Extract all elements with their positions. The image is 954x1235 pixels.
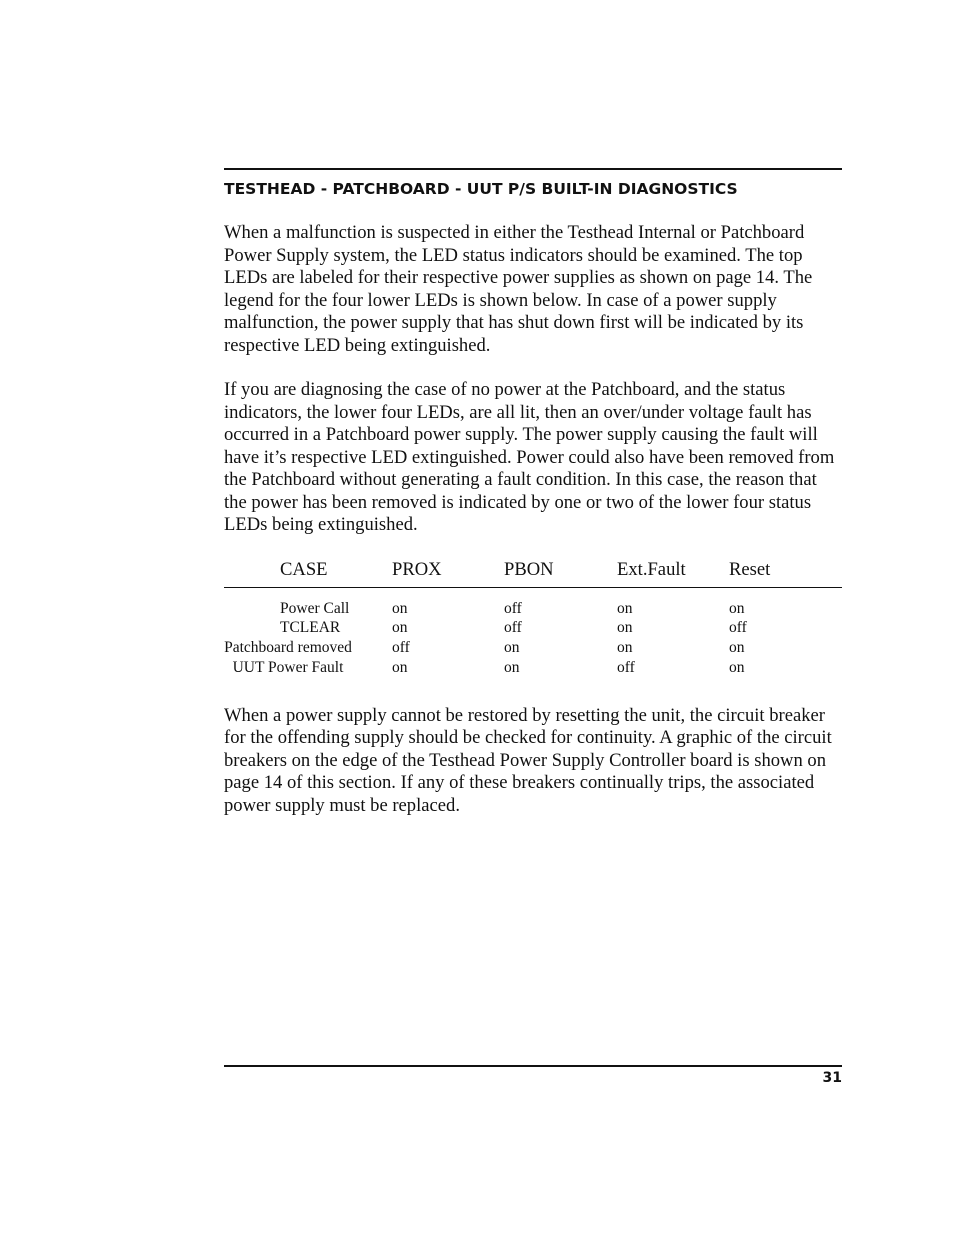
header-pbon: PBON <box>504 558 554 580</box>
table-header-rule <box>224 587 842 588</box>
cell-ext-fault: on <box>617 639 633 657</box>
page-number: 31 <box>822 1070 842 1086</box>
header-case: CASE <box>280 558 328 580</box>
header-prox: PROX <box>392 558 442 580</box>
header-reset: Reset <box>729 558 771 580</box>
cell-pbon: off <box>504 619 522 637</box>
table-body <box>224 600 842 679</box>
cell-prox: on <box>392 658 408 676</box>
cell-pbon: off <box>504 599 522 617</box>
paragraph-led-indicators: When a malfunction is suspected in either the Testhead Internal or Patchboard Power Supply system, the LED status indicators should be examined. The top LEDs are labeled for their respective power supplies as shown on page 14. The legend for the four lower LEDs is shown below. In case of a power supply malfunction, the power supply that has shut down first will be indicated by its respective LED being extinguished. <box>224 222 813 356</box>
paragraph-circuit-breaker: When a power supply cannot be restored by resetting the unit, the circuit breaker for the offending supply should be checked for continuity. A graphic of the circuit breakers on the edge of the Testhead Power Supply Controller board is shown on page 14 of this section. If any of these breakers continually trips, the associated power supply must be replaced. <box>224 704 832 816</box>
table-row <box>224 639 842 659</box>
cell-pbon: on <box>504 658 520 676</box>
table-row <box>224 600 842 620</box>
cell-case: UUT Power Fault <box>232 658 344 676</box>
paragraph-no-power-diagnosis: If you are diagnosing the case of no power at the Patchboard, and the status indicators, the lower four LEDs, are all lit, then an over/under voltage fault has occurred in a Patchboard power supply. The power supply causing the fault will have it’s respective LED extinguished. Power could also have been removed from the Patchboard without generating a fault condition. In this case, the reason that the power has been removed is indicated by one or two of the lower four status LEDs being extinguished. <box>224 379 835 535</box>
table-row <box>224 659 842 679</box>
cell-prox: on <box>392 619 408 637</box>
page-content <box>224 168 842 817</box>
cell-reset: on <box>729 658 745 676</box>
cell-reset: on <box>729 639 745 657</box>
cell-reset: off <box>729 619 747 637</box>
led-status-table <box>224 557 842 679</box>
cell-pbon: on <box>504 639 520 657</box>
cell-reset: on <box>729 599 745 617</box>
cell-prox: off <box>392 639 410 657</box>
cell-ext-fault: on <box>617 619 633 637</box>
cell-ext-fault: on <box>617 599 633 617</box>
cell-case: TCLEAR <box>280 619 341 637</box>
top-rule <box>224 168 842 170</box>
header-ext-fault: Ext.Fault <box>617 558 686 580</box>
bottom-rule <box>224 1065 842 1067</box>
table-row <box>224 619 842 639</box>
cell-ext-fault: off <box>617 658 635 676</box>
cell-case: Patchboard removed <box>224 639 352 657</box>
section-heading: TESTHEAD - PATCHBOARD - UUT P/S BUILT-IN DIAGNOSTICS <box>224 180 738 198</box>
cell-case: Power Call <box>280 599 350 617</box>
table-header-row <box>224 557 842 587</box>
cell-prox: on <box>392 599 408 617</box>
